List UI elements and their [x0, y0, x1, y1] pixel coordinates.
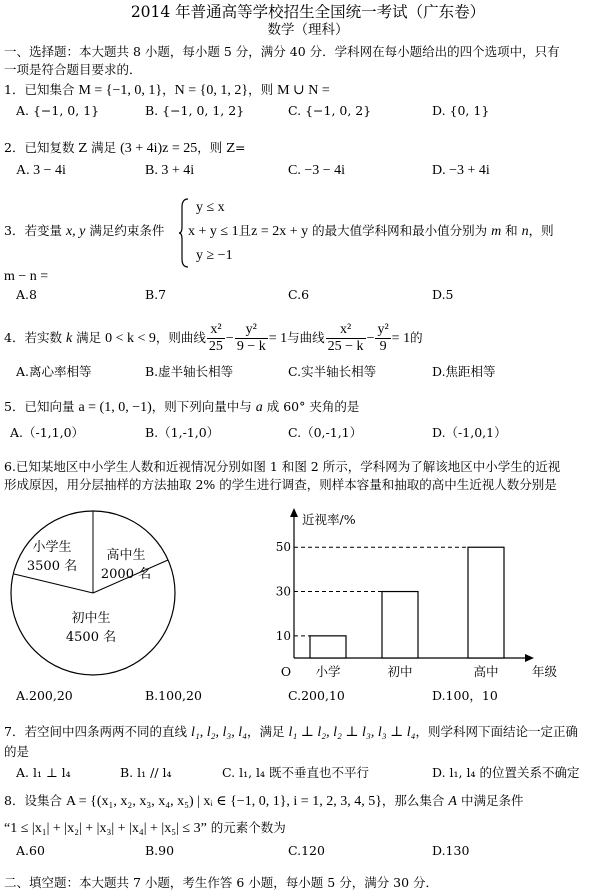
q3-n: n	[521, 224, 529, 239]
q4-f3-num: x²	[326, 322, 366, 339]
x-axis-label: 年级	[532, 664, 558, 679]
q5-stem	[4, 399, 359, 417]
q7-stem-a: 7．若空间中四条两两不同的直线	[4, 724, 191, 739]
q3-objective: z = 2x + y	[251, 224, 309, 239]
q7-option-d: D. l₁, l₄ 的位置关系不确定	[432, 765, 580, 780]
q3-m: m	[491, 224, 502, 239]
q5-option-b: B.（1,-1,0）	[145, 425, 220, 440]
q4-fraction-3	[326, 322, 366, 355]
q8-stem-b: ，那么集合	[381, 793, 449, 808]
q2-stem-a: 2．已知复数 Z 满足	[4, 140, 121, 155]
pie-label-primary: 小学生	[32, 540, 72, 555]
x-category-label-2: 初中	[387, 664, 413, 679]
q8-stem-c: 中满足条件	[456, 793, 524, 808]
q4-option-c: C.实半轴长相等	[288, 364, 377, 379]
q1-option-b: B. {−1, 0, 1, 2}	[145, 103, 245, 118]
y-axis-arrow	[290, 508, 298, 517]
q4-inequality: 0 < k < 9	[105, 331, 156, 347]
q8-set: A = {(x₁, x₂, x₃, x₄, x₅) | xᵢ ∈ {−1, 0, 1}, i = 1, 2, 3, 4, 5}	[65, 794, 382, 809]
exam-subtitle: 数学（理科）	[267, 22, 349, 38]
q3-constraint-3: y ≥ −1	[196, 248, 233, 263]
q4-f3-den: 25 − k	[327, 339, 364, 355]
q5-stem-a: 5．已知向量	[4, 399, 79, 414]
q5-a: a	[255, 400, 263, 415]
q1-option-c: C. {−1, 0, 2}	[288, 103, 372, 118]
q7-option-c: C. l₁, l₄ 既不垂直也不平行	[222, 765, 370, 780]
bar-chart	[268, 506, 588, 684]
q6-stem-line2: 形成原因，用分层抽样的方法抽取 2% 的学生进行调查，则样本容量和抽取的高中生近视人数分别是	[4, 477, 557, 492]
q7-stem-b: ，满足	[246, 724, 289, 739]
q4-eq-1: = 1	[268, 331, 288, 347]
q4-eq-2: = 1	[391, 331, 411, 347]
q4-option-b: B.虚半轴长相等	[145, 364, 234, 379]
q4-minus-1: −	[225, 331, 234, 347]
q1-option-d: D. {0, 1}	[432, 103, 490, 118]
q5-option-d: D.（-1,0,1）	[432, 425, 507, 440]
q4-tail: 的	[410, 330, 423, 346]
q5-option-c: C.（0,-1,1）	[288, 425, 363, 440]
q4-minus-2: −	[366, 331, 375, 347]
q2-stem	[4, 140, 245, 158]
q7-stem	[4, 724, 578, 742]
q1-set-n: N = {0, 1, 2}	[174, 83, 249, 98]
q7-condition: l₁ ⊥ l₂, l₂ ⊥ l₃, l₃ ⊥ l₄	[288, 725, 416, 740]
q3-and: 且	[238, 223, 252, 238]
q1-stem-a: 1．已知集合	[4, 82, 79, 97]
q4-f4-num: y²	[375, 322, 390, 339]
q8-condition: “1 ≤ |x₁| + |x₂| + |x₃| + |x₄| + |x₅| ≤ 3”	[4, 821, 207, 836]
q4-stem	[4, 322, 423, 355]
q3-option-d: D.5	[432, 287, 454, 302]
q3-vars: x, y	[65, 224, 86, 239]
q5-vector: a = (1, 0, −1)	[78, 400, 152, 415]
q1-union: M ∪ N =	[277, 83, 330, 98]
q2-option-a: A. 3 − 4i	[16, 163, 66, 178]
q8-A: A	[448, 794, 457, 809]
q2-stem-b: ，则 Z=	[197, 140, 246, 155]
pie-label-senior: 高中生	[106, 548, 146, 563]
q3-constraint-1: y ≤ x	[196, 200, 225, 215]
q2-option-c: C. −3 − 4i	[288, 163, 346, 178]
y-tick-label-3: 50	[275, 540, 291, 555]
q4-f1-den: 25	[208, 339, 223, 355]
q4-fraction-1	[207, 322, 225, 355]
q2-option-b: B. 3 + 4i	[145, 163, 195, 178]
q4-mid: 与曲线	[287, 330, 325, 346]
q8-option-d: D.130	[432, 843, 470, 858]
q4-fraction-2	[235, 322, 268, 355]
x-category-label-1: 小学	[315, 664, 341, 679]
y-axis-label: 近视率/%	[302, 512, 356, 527]
section2-heading: 二、填空题：本大题共 7 小题，考生作答 6 小题，每小题 5 分，满分 30 分．	[4, 875, 439, 890]
q3-continuation: m − n =	[4, 269, 49, 284]
q4-f2-den: 9 − k	[236, 339, 266, 355]
q7-option-b: B. l₁ // l₄	[120, 765, 172, 780]
q5-stem-c: 成 60° 夹角的是	[262, 399, 360, 414]
pie-divider-left	[14, 574, 93, 593]
pie-value-senior: 2000 名	[100, 567, 152, 582]
q1-stem	[4, 82, 330, 100]
q7-option-a: A. l₁ ⊥ l₄	[16, 765, 71, 780]
q8-stem-a: 8．设集合	[4, 793, 66, 808]
q1-stem-b: ，	[162, 82, 175, 97]
q8-stem	[4, 793, 523, 811]
q5-option-a: A.（-1,1,0）	[10, 425, 85, 440]
q2-equation: (3 + 4i)z = 25	[120, 141, 198, 156]
q5-stem-b: ，则下列向量中与	[151, 399, 256, 414]
q7-lines: l₁, l₂, l₃, l₄	[190, 725, 247, 740]
q1-set-m: M = {−1, 0, 1}	[78, 83, 163, 98]
q6-option-b: B.100,20	[145, 688, 202, 703]
q4-option-d: D.焦距相等	[432, 364, 496, 379]
pie-chart	[8, 508, 178, 678]
bar-3	[468, 547, 504, 658]
bar-2	[382, 592, 418, 658]
q3-option-c: C.6	[288, 287, 310, 302]
q3-stem-e: ，则	[528, 223, 554, 238]
q4-stem-b: 满足	[72, 330, 106, 346]
q1-stem-c: ，则	[248, 82, 278, 97]
q4-f1-num: x²	[207, 322, 225, 339]
q2-option-d: D. −3 + 4i	[432, 163, 490, 178]
q3-stem-c: 的最大值学科网和最小值分别为	[308, 223, 492, 238]
q3-stem-d: 和	[501, 223, 522, 238]
q3-stem-b: 满足约束条件	[85, 223, 165, 238]
q6-option-c: C.200,10	[288, 688, 345, 703]
q4-k: k	[65, 331, 73, 347]
q4-f4-den: 9	[379, 339, 387, 355]
exam-title: 2014 年普通高等学校招生全国统一考试（广东卷）	[130, 3, 486, 21]
q1-option-a: A. {−1, 0, 1}	[16, 103, 100, 118]
q7-stem-c: ，则学科网下面结论一定正确	[415, 724, 579, 739]
q6-option-d: D.100，10	[432, 688, 498, 703]
q4-option-a: A.离心率相等	[16, 364, 92, 379]
q8-option-a: A.60	[16, 843, 45, 858]
q3-option-a: A.8	[16, 287, 37, 302]
q4-f2-num: y²	[235, 322, 268, 339]
q3-constraint-2: x + y ≤ 1	[188, 224, 239, 239]
q6-stem-line1: 6.已知某地区中小学生人数和近视情况分别如图 1 和图 2 所示，学科网为了解该地区中小学生的近视	[4, 459, 561, 474]
q8-option-c: C.120	[288, 843, 325, 858]
x-category-label-3: 高中	[473, 664, 499, 679]
q4-stem-c: ，则曲线	[155, 330, 206, 346]
pie-label-junior: 初中生	[71, 611, 111, 626]
q3-stem-a: 3．若变量	[4, 223, 66, 238]
q7-stem-line2: 的是	[4, 744, 30, 759]
q3-stem	[4, 223, 164, 241]
bar-1	[310, 636, 346, 658]
pie-value-primary: 3500 名	[26, 559, 78, 574]
q8-condition-line	[4, 820, 286, 838]
x-axis-arrow	[525, 654, 534, 662]
y-tick-label-2: 30	[275, 584, 291, 599]
q8-stem-d: 的元素个数为	[206, 820, 286, 835]
q3-option-b: B.7	[145, 287, 167, 302]
section1-heading-line1: 一、选择题：本大题共 8 小题，每小题 5 分，满分 40 分．学科网在每小题给出的四个选项中，只有	[4, 44, 560, 59]
q3-constraint-2-line	[188, 223, 554, 241]
origin-label: O	[280, 664, 292, 679]
q8-option-b: B.90	[145, 843, 175, 858]
pie-value-junior: 4500 名	[65, 630, 117, 645]
section1-heading-line2: 一项是符合题目要求的．	[4, 62, 142, 77]
q4-stem-a: 4．若实数	[4, 330, 66, 346]
y-tick-label-1: 10	[275, 628, 291, 643]
q6-option-a: A.200,20	[16, 688, 73, 703]
q4-fraction-4	[375, 322, 390, 355]
